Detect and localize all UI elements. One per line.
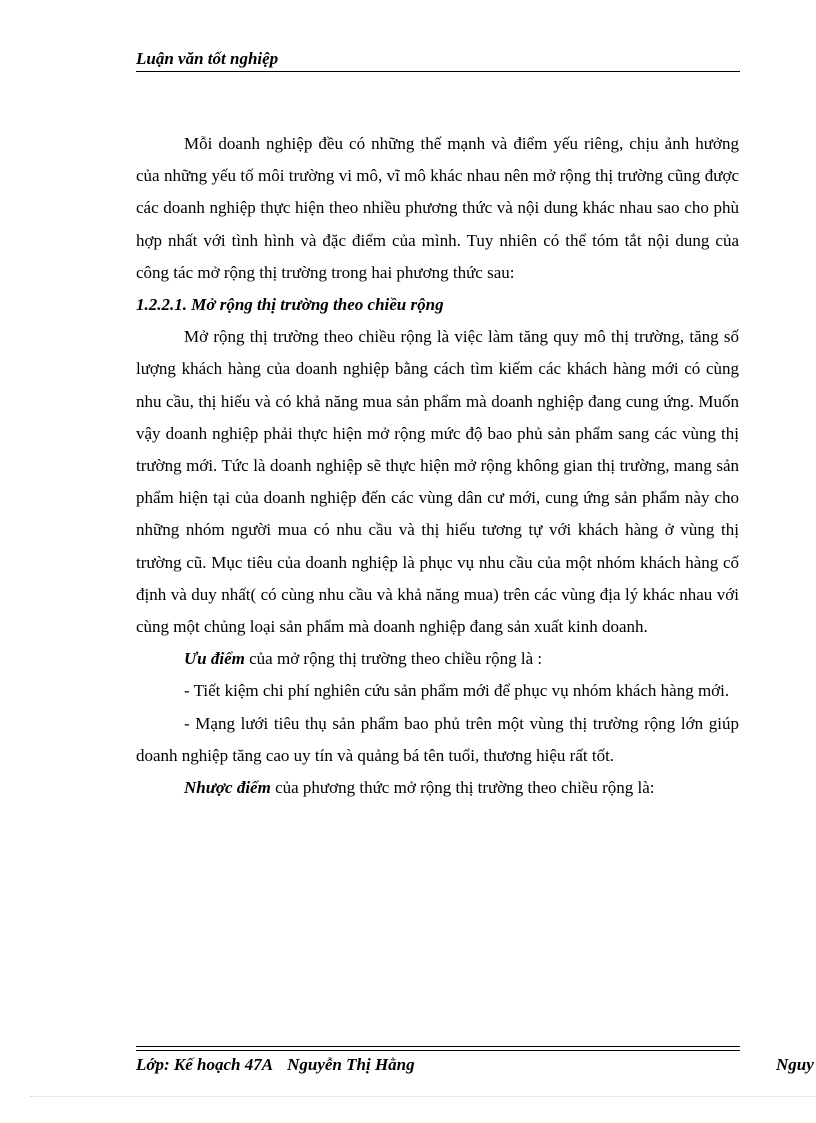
disadvantages-label: Nhược điểm [184,778,271,798]
bullet-item: - Tiết kiệm chi phí nghiên cứu sản phẩm mới để phục vụ nhóm khách hàng mới. [184,681,730,701]
footer-divider [136,1050,740,1051]
bullet-item: - Mạng lưới tiêu thụ sản phẩm bao phủ trên một vùng thị trường rộng lớn giúp doanh nghiệp tăng cao uy tín và quảng bá tên tuổi, thương hiệu rất tốt. [136,713,739,765]
page-header-title: Luận văn tốt nghiệp [136,49,740,72]
advantages-text: của mở rộng thị trường theo chiều rộng là : [244,649,543,669]
footer-author: Nguyễn Thị Hằng [287,1055,415,1074]
footer-class-label: Lớp: Kế hoạch 47A [136,1055,274,1074]
advantages-paragraph [136,643,739,675]
advantages-label: Ưu điểm [184,649,245,669]
section-heading: 1.2.2.1. Mở rộng thị trường theo chiều rộng [136,295,444,315]
document-body [136,128,739,804]
page-bottom-border [30,1096,816,1097]
section-paragraph: Mở rộng thị trường theo chiều rộng là việc làm tăng quy mô thị trường, tăng số lượng khách hàng của doanh nghiệp bằng cách tìm kiếm các khách hàng mới có cùng nhu cầu, thị hiếu và có khả năng mua sản phẩm mà doanh nghiệp đang cung ứng. Muốn vậy doanh nghiệp phải thực hiện mở rộng mức độ bao phủ sản phẩm sang các vùng thị trường mới. Tức là doanh nghiệp sẽ thực hiện mở rộng không gian thị trường, mang sản phẩm hiện tại của doanh nghiệp đến các vùng dân cư mới, cung ứng sản phẩm này cho những nhóm người mua có nhu cầu và thị hiếu tương tự với khách hàng ở vùng thị trường cũ. Mục tiêu của doanh nghiệp là phục vụ nhu cầu của một nhóm khách hàng cố định và duy nhất( có cùng nhu cầu và khả năng mua) trên các vùng địa lý khác nhau với cùng một chủng loại sản phẩm mà doanh nghiệp đang sản xuất kinh doanh. [136,327,739,637]
footer-right-text: Nguy [776,1055,814,1074]
footer-divider [136,1046,740,1047]
disadvantages-paragraph [136,772,739,804]
disadvantages-text: của phương thức mở rộng thị trường theo chiều rộng là: [270,778,655,798]
page-footer [136,1055,816,1075]
intro-paragraph: Mỗi doanh nghiệp đều có những thế mạnh và điểm yếu riêng, chịu ảnh hưởng của những yếu tố môi trường vi mô, vĩ mô khác nhau nên mở rộng thị trường cũng được các doanh nghiệp thực hiện theo nhiều phương thức và nội dung khác nhau sao cho phù hợp nhất với tình hình và đặc điểm của mình. Tuy nhiên có thể tóm tắt nội dung của công tác mở rộng thị trường trong hai phương thức sau: [136,134,739,282]
